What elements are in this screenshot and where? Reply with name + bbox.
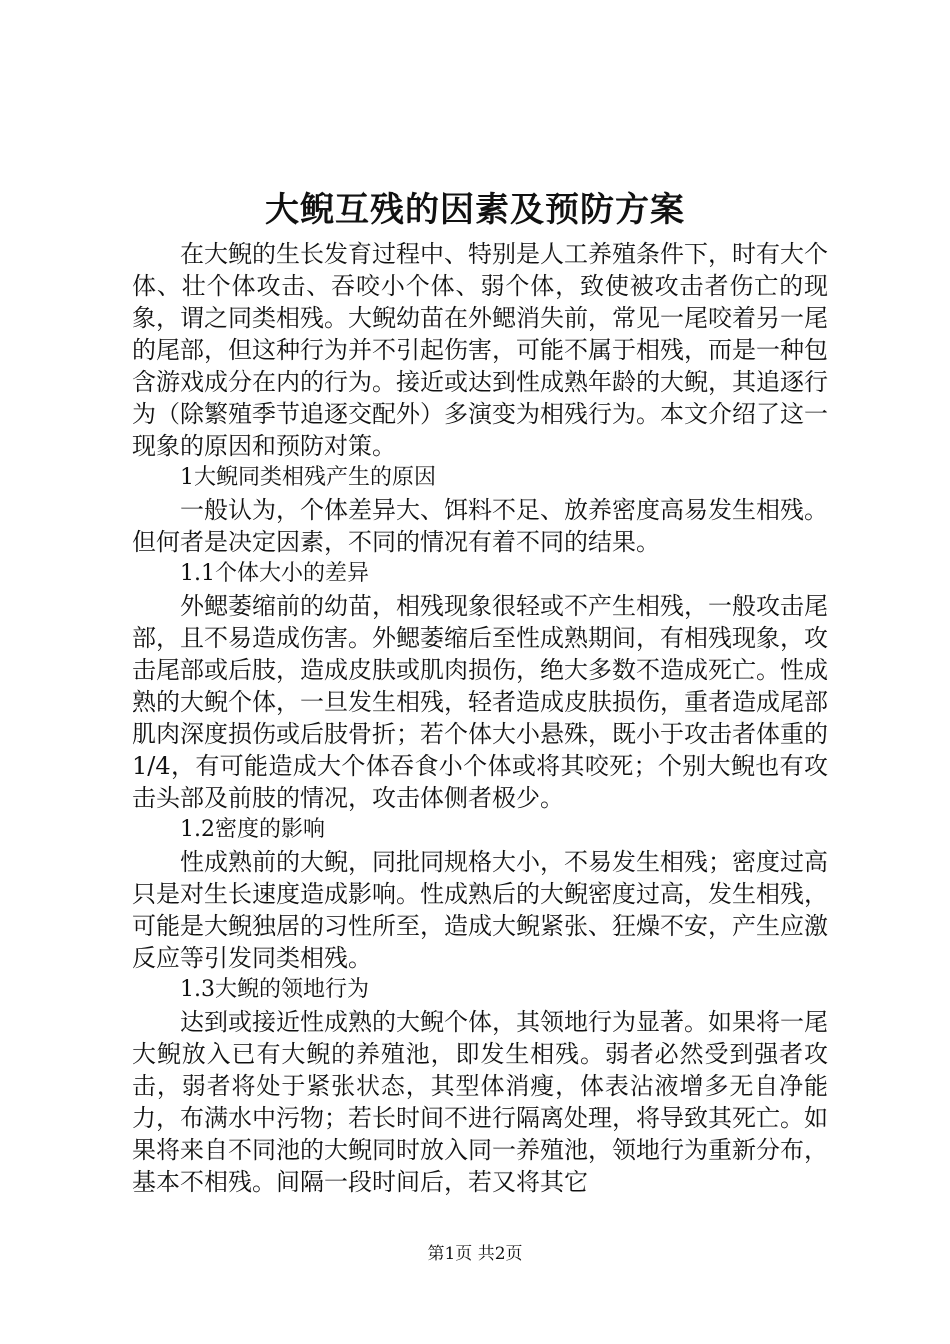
section-heading-1-3: 1.3大鲵的领地行为 bbox=[180, 977, 369, 1002]
section-heading-1: 1大鲵同类相残产生的原因 bbox=[180, 465, 436, 490]
document-body bbox=[132, 238, 828, 1198]
paragraph-section-1-1: 外鳃萎缩前的幼苗，相残现象很轻或不产生相残，一般攻击尾部，且不易造成伤害。外鳃萎缩后至性成熟期间，有相残现象，攻击尾部或后肢，造成皮肤或肌肉损伤，绝大多数不造成死亡。性成熟的大鲵个体，一旦发生相残，轻者造成皮肤损伤，重者造成尾部肌肉深度损伤或后肢骨折；若个体大小悬殊，既小于攻击者体重的1/4，有可能造成大个体吞食小个体或将其咬死；个别大鲵也有攻击头部及前肢的情况，攻击体侧者极少。 bbox=[132, 592, 828, 812]
document-title: 大鲵互残的因素及预防方案 bbox=[265, 190, 685, 230]
paragraph-section-1-3: 达到或接近性成熟的大鲵个体，其领地行为显著。如果将一尾大鲵放入已有大鲵的养殖池，即发生相残。弱者必然受到强者攻击，弱者将处于紧张状态，其型体消瘦，体表沾液增多无自净能力，布满水中污物；若长时间不进行隔离处理，将导致其死亡。如果将来自不同池的大鲵同时放入同一养殖池，领地行为重新分布，基本不相残。间隔一段时间后，若又将其它 bbox=[132, 1008, 828, 1196]
section-heading-1-1: 1.1个体大小的差异 bbox=[180, 561, 369, 586]
paragraph-intro: 在大鲵的生长发育过程中、特别是人工养殖条件下，时有大个体、壮个体攻击、吞咬小个体、弱个体，致使被攻击者伤亡的现象，谓之同类相残。大鲵幼苗在外鳃消失前，常见一尾咬着另一尾的尾部，但这种行为并不引起伤害，可能不属于相残，而是一种包含游戏成分在内的行为。接近或达到性成熟年龄的大鲵，其追逐行为（除繁殖季节追逐交配外）多演变为相残行为。本文介绍了这一现象的原因和预防对策。 bbox=[132, 240, 828, 460]
paragraph-section-1-2: 性成熟前的大鲵，同批同规格大小，不易发生相残；密度过高只是对生长速度造成影响。性成熟后的大鲵密度过高，发生相残，可能是大鲵独居的习性所至，造成大鲵紧张、狂燥不安，产生应激反应等引发同类相残。 bbox=[132, 848, 828, 972]
section-heading-1-2: 1.2密度的影响 bbox=[180, 817, 325, 842]
paragraph-section-1: 一般认为，个体差异大、饵料不足、放养密度高易发生相残。但何者是决定因素，不同的情况有着不同的结果。 bbox=[132, 496, 828, 556]
page-footer: 第1页 共2页 bbox=[427, 1244, 523, 1264]
